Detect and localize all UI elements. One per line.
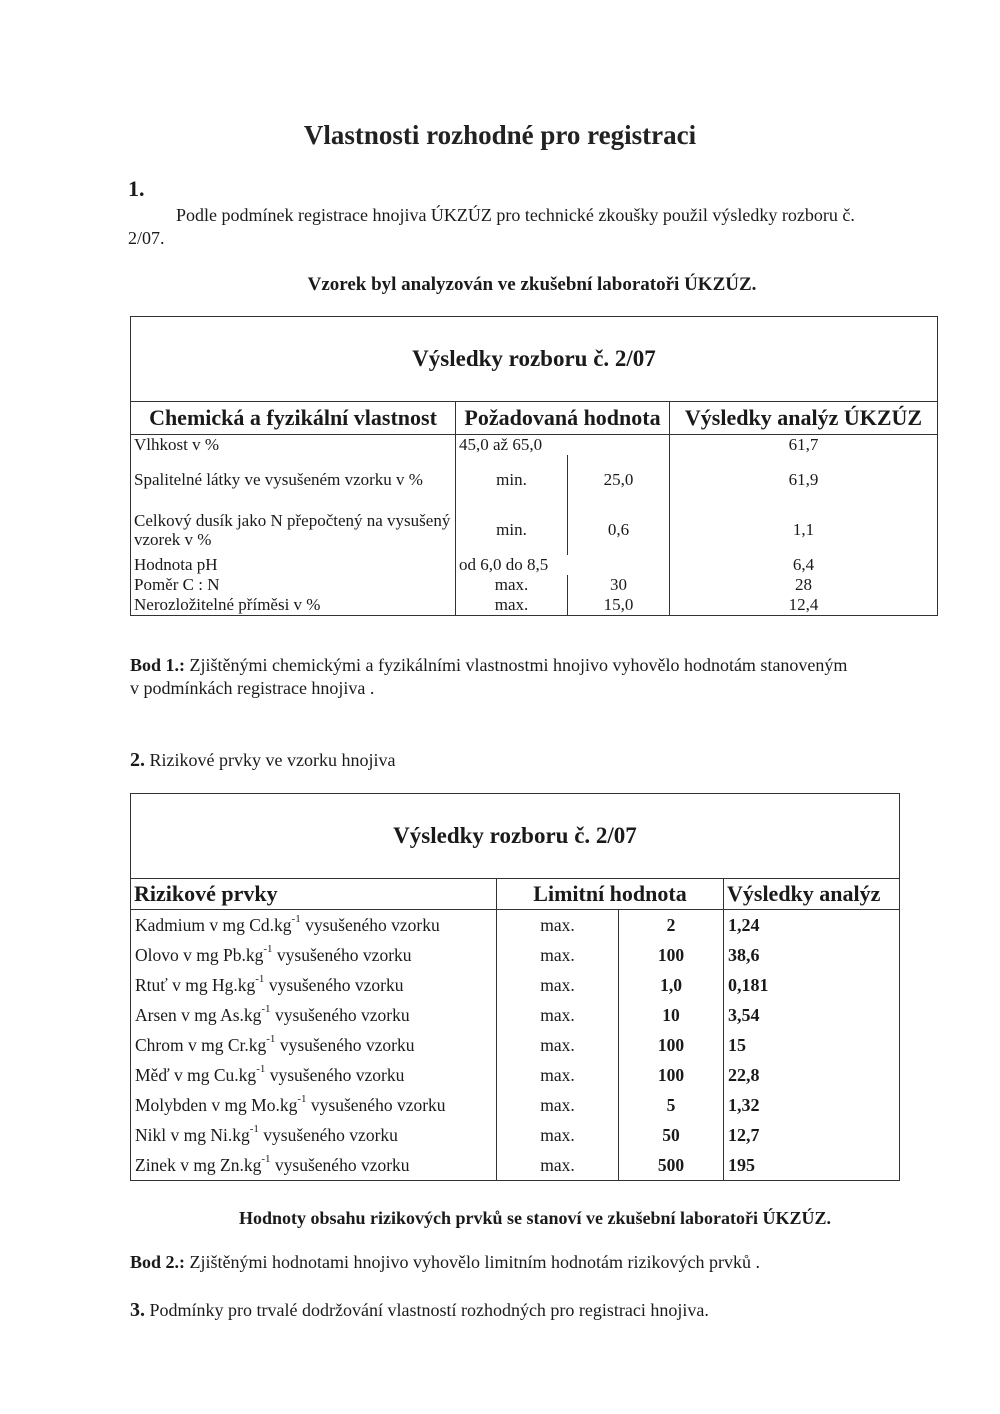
qualifier-cell: max. [540,1034,575,1055]
risk-elements-table-box [130,793,900,1181]
result-cell: 15 [724,1030,900,1060]
limit-cell: 10 [619,1000,724,1030]
unit-exponent: -1 [255,972,265,985]
unit-suffix: vysušeného vzorku [276,944,412,965]
table-row [131,505,937,555]
unit-exponent: -1 [297,1092,307,1105]
properties-table [131,402,937,615]
qualifier-cell: max. [540,974,575,995]
limit-cell: 30 [568,575,670,595]
conclusion-text: Zjištěnými hodnotami hnojivo vyhovělo limitním hodnotám rizikových prvků . [189,1252,760,1272]
section-1-conclusion-cont: v podmínkách registrace hnojiva . [130,678,375,698]
column-header-results: Výsledky analýz [724,879,900,910]
qualifier-cell: max. [494,595,529,614]
limit-cell: 500 [619,1150,724,1180]
table-row [131,970,899,1000]
section-3-number: 3. [130,1299,145,1321]
table-row [131,1030,899,1060]
unit-suffix: vysušeného vzorku [268,974,404,995]
element-name: Molybden v mg Mo.kg [135,1094,298,1115]
section-2-lab-note: Hodnoty obsahu rizikových prvků se stanoví ve zkušební laboratoři ÚKZÚZ. [238,1208,832,1228]
result-cell: 1,32 [724,1090,900,1120]
element-name: Nikl v mg Ni.kg [135,1124,250,1145]
element-name: Zinek v mg Zn.kg [135,1154,262,1175]
section-2-title: Rizikové prvky ve vzorku hnojiva [149,750,396,770]
unit-exponent: -1 [249,1122,259,1135]
qualifier-cell: max. [540,1154,575,1175]
table-row [131,940,899,970]
qualifier-cell: max. [494,575,529,594]
qualifier-cell: min. [496,470,527,489]
section-3-title: Podmínky pro trvalé dodržování vlastností rozhodných pro registraci hnojiva. [149,1300,709,1320]
result-cell: 1,1 [670,505,938,555]
element-cell [131,1150,497,1180]
result-cell: 6,4 [670,555,938,575]
element-name: Arsen v mg As.kg [135,1004,262,1025]
property-cell: Poměr C : N [131,575,456,595]
section-1-lab-note: Vzorek byl analyzován ve zkušební laboratoři ÚKZÚZ. [307,274,757,295]
qualifier-cell: max. [540,944,575,965]
table-header-row [131,879,899,910]
unit-suffix: vysušeného vzorku [279,1034,415,1055]
qualifier-cell: max. [540,1064,575,1085]
table-row [131,1060,899,1090]
result-cell: 38,6 [724,940,900,970]
unit-exponent: -1 [263,942,273,955]
analysis-results-table [130,316,938,616]
element-cell [131,1000,497,1030]
unit-exponent: -1 [266,1032,276,1045]
conclusion-text: Zjištěnými chemickými a fyzikálními vlastnostmi hnojivo vyhovělo hodnotám stanoveným [189,655,848,675]
result-cell: 1,24 [724,910,900,941]
table-caption: Výsledky rozboru č. 2/07 [131,794,899,879]
unit-exponent: -1 [256,1062,266,1075]
conclusion-label: Bod 1.: [130,655,186,675]
property-cell: Celkový dusík jako N přepočtený na vysušený vzorek v % [131,505,456,555]
element-cell [131,1090,497,1120]
section-1-number: 1. [128,176,145,201]
table-row [131,575,937,595]
table-row [131,1090,899,1120]
result-cell: 12,7 [724,1120,900,1150]
column-header-property: Chemická a fyzikální vlastnost [131,402,456,435]
section-1-conclusion [130,654,847,677]
required-range-cell: od 6,0 do 8,5 [459,555,549,574]
section-2-conclusion [130,1251,760,1274]
table-row [131,555,937,575]
unit-suffix: vysušeného vzorku [274,1154,410,1175]
page-title: Vlastnosti rozhodné pro registraci [303,120,697,150]
limit-cell: 2 [619,910,724,941]
table-row [131,1000,899,1030]
section-3-heading [130,1298,709,1323]
required-range-cell: 45,0 až 65,0 [459,435,543,455]
element-cell [131,1060,497,1090]
table-row [131,910,899,941]
unit-exponent: -1 [291,912,301,925]
result-cell: 61,7 [670,435,938,455]
table-caption: Výsledky rozboru č. 2/07 [131,317,937,402]
element-name: Měď v mg Cu.kg [135,1064,257,1085]
element-cell [131,940,497,970]
table-header-row [131,402,937,435]
element-name: Chrom v mg Cr.kg [135,1034,267,1055]
property-cell: Hodnota pH [131,555,456,575]
element-cell [131,910,497,941]
table-row [131,595,937,615]
unit-suffix: vysušeného vzorku [263,1124,398,1145]
section-2-number: 2. [130,749,145,771]
section-1-intro-cont: 2/07. [128,228,165,248]
table-row [131,1120,899,1150]
result-cell: 61,9 [670,455,938,505]
limit-cell: 15,0 [568,595,670,615]
limit-cell: 100 [619,1030,724,1060]
column-header-required: Požadovaná hodnota [456,402,670,435]
result-cell: 12,4 [670,595,938,615]
property-cell: Nerozložitelné příměsi v % [131,595,456,615]
element-cell [131,970,497,1000]
section-2-heading [130,748,395,773]
result-cell: 28 [670,575,938,595]
table-row [131,435,937,455]
unit-suffix: vysušeného vzorku [269,1064,405,1085]
result-cell: 0,181 [724,970,900,1000]
column-header-results: Výsledky analýz ÚKZÚZ [670,402,938,435]
property-cell: Spalitelné látky ve vysušeném vzorku v % [131,455,456,505]
qualifier-cell: min. [496,520,527,539]
qualifier-cell: max. [540,1004,575,1025]
column-header-element: Rizikové prvky [131,879,497,910]
result-cell: 3,54 [724,1000,900,1030]
limit-cell: 1,0 [619,970,724,1000]
element-name: Olovo v mg Pb.kg [135,944,264,965]
limit-cell: 0,6 [568,505,670,555]
table-row [131,455,937,505]
element-name: Rtuť v mg Hg.kg [135,974,256,995]
element-cell [131,1030,497,1060]
qualifier-cell: max. [540,914,575,935]
limit-cell: 5 [619,1090,724,1120]
limit-cell: 100 [619,940,724,970]
result-cell: 22,8 [724,1060,900,1090]
qualifier-cell: max. [540,1124,575,1145]
table-row [131,1150,899,1180]
limit-cell: 50 [619,1120,724,1150]
unit-exponent: -1 [261,1002,271,1015]
limit-cell: 25,0 [568,455,670,505]
element-name: Kadmium v mg Cd.kg [135,914,292,935]
conclusion-label: Bod 2.: [130,1252,186,1272]
unit-suffix: vysušeného vzorku [305,914,440,935]
limit-cell: 100 [619,1060,724,1090]
property-cell: Vlhkost v % [131,435,456,455]
result-cell: 195 [724,1150,900,1180]
unit-suffix: vysušeného vzorku [310,1094,446,1115]
unit-exponent: -1 [261,1152,271,1165]
section-1-intro: Podle podmínek registrace hnojiva ÚKZÚZ pro technické zkoušky použil výsledky rozboru č. [176,205,855,225]
column-header-limit: Limitní hodnota [497,879,724,910]
risk-elements-table [131,879,899,1180]
element-cell [131,1120,497,1150]
unit-suffix: vysušeného vzorku [274,1004,410,1025]
qualifier-cell: max. [540,1094,575,1115]
